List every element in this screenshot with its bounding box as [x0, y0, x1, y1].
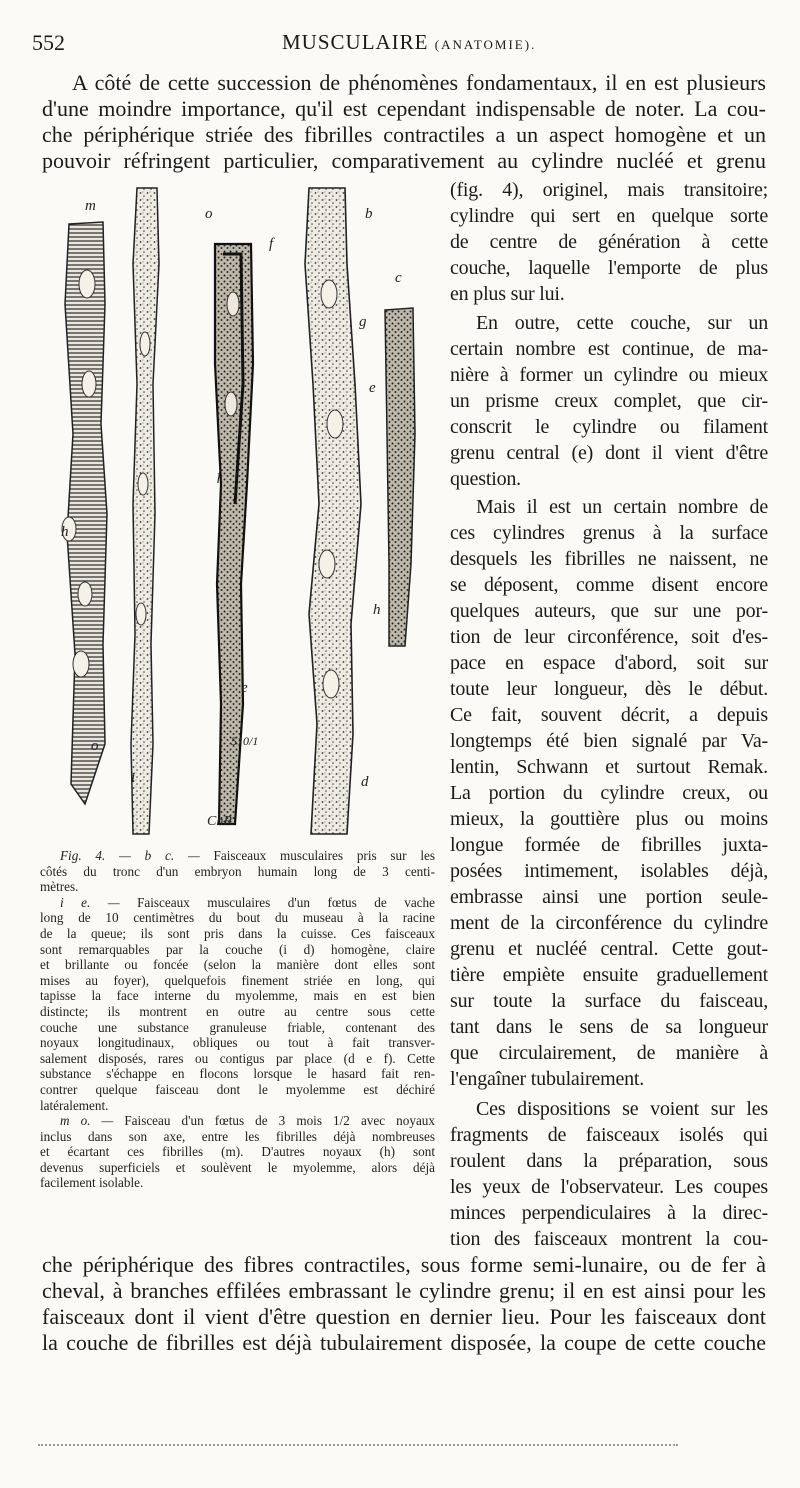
text-line: un prisme creux complet, que cir-	[450, 390, 768, 412]
text-line: que circulairement, de manière à	[450, 1042, 768, 1064]
text-line: ment de la circonférence du cylindre	[450, 912, 768, 934]
figure-label-o-top: o	[205, 206, 213, 222]
text-line: minces perpendiculaires à la direc-	[450, 1202, 768, 1224]
text-line: lentin, Schwann et surtout Remak.	[450, 756, 768, 778]
text-line: de centre de génération à cette	[450, 231, 768, 253]
figure-label-m: m	[85, 198, 96, 214]
caption-line: de la queue; ils sont pris dans la cuisse. Ces faisceaux	[40, 925, 435, 941]
text-line: en plus sur lui.	[450, 283, 565, 305]
text-line: l'engaîner tubulairement.	[450, 1068, 645, 1090]
figure-label-g: g	[359, 314, 367, 330]
figure-label-b: b	[365, 206, 373, 222]
caption-line: facilement isolable.	[40, 1175, 144, 1191]
text-line: faisceaux dont il vient d'être question en dernier lieu. Pour les faisceaux dont	[42, 1304, 766, 1329]
caption-line: substance s'échappe en flocons lorsque le hasard fait ren-	[40, 1066, 435, 1082]
text-line: se déposent, comme disent encore	[450, 574, 768, 596]
figure-muscle-fibers	[55, 184, 435, 839]
text-line: che périphérique des fibres contractiles, sous forme semi-lunaire, ou de fer à	[42, 1252, 766, 1277]
text-line: longtemps été bien signalé par Va-	[450, 730, 768, 752]
text-line: quelques auteurs, que sur une por-	[450, 600, 768, 622]
figure-label-c: c	[395, 270, 402, 286]
text-line: cheval, à branches effilées embrassant le cylindre grenu; il en est ainsi pour les	[42, 1278, 766, 1303]
text-line: question.	[450, 468, 521, 490]
caption-line: latéralement.	[40, 1097, 109, 1113]
text-line: couche, laquelle l'emporte de plus	[450, 257, 768, 279]
figure-label-i: i	[131, 770, 136, 786]
text-line: tant dans le sens de sa longueur	[450, 1016, 768, 1038]
caption-line: sont remarquables par la couche (i d) homogène, claire	[40, 941, 435, 957]
text-line: embrasse ainsi une portion seule-	[450, 886, 768, 908]
figure-label-o-bottom: o	[91, 738, 99, 754]
caption-line: noyaux longitudinaux, obliques ou tout à fait transver-	[40, 1035, 435, 1051]
engraver-signature: ChR.	[207, 814, 236, 829]
figure-caption	[40, 848, 435, 1191]
text-line: En outre, cette couche, sur un	[476, 312, 768, 334]
text-line: cylindre qui sert en quelque sorte	[450, 205, 768, 227]
caption-line: et écartant ces fibrilles (m). D'autres noyaux (h) sont	[40, 1144, 435, 1160]
text-line: mieux, la gouttière plus ou moins	[450, 808, 768, 830]
text-line: roulent dans la préparation, sous	[450, 1150, 768, 1172]
text-line: posées intimement, isolables déjà,	[450, 860, 768, 882]
text-line: longue formée de fibrilles juxta-	[450, 834, 768, 856]
text-line: tière empiète ensuite graduellement	[450, 964, 768, 986]
text-line: nière à former un cylindre ou mieux	[450, 364, 768, 386]
text-line: tion de leur circonférence, soit d'es-	[450, 626, 768, 648]
text-line: ces cylindres grenus à la surface	[450, 522, 768, 544]
caption-line: tapisse la face interne du myolemme, mais en est bien	[40, 988, 435, 1004]
text-line: les yeux de l'observateur. Les coupes	[450, 1176, 768, 1198]
text-line: che périphérique striée des fibrilles contractiles a un aspect homogène et un	[42, 122, 766, 147]
running-title	[282, 30, 536, 55]
caption-line: devenus superficiels et soulèvent le myolemme, alors déjà	[40, 1159, 435, 1175]
page-bottom-rule	[38, 1444, 678, 1446]
caption-line: Fig. 4. — b c. — Faisceaux musculaires pris sur les	[60, 848, 435, 863]
caption-line: inclus dans son axe, entre les fibrilles déjà nombreuses	[40, 1128, 435, 1144]
running-title-sub: (ANATOMIE).	[434, 37, 537, 52]
caption-line: couche une substance granuleuse friable, contenant des	[40, 1019, 435, 1035]
text-line: sur toute la surface du faisceau,	[450, 990, 768, 1012]
text-line: La portion du cylindre creux, ou	[450, 782, 768, 804]
caption-line: m o. — Faisceau d'un fœtus de 3 mois 1/2 avec noyaux	[60, 1113, 435, 1129]
text-line: certain nombre est continue, de ma-	[450, 338, 768, 360]
fiber-b	[131, 188, 159, 834]
caption-line: contrer quelque faisceau dont le myolemme est déchiré	[40, 1081, 435, 1097]
text-line: desquels les fibrilles ne naissent, ne	[450, 548, 768, 570]
text-line: (fig. 4), originel, mais transitoire;	[450, 179, 768, 201]
caption-line: salement disposés, rares ou contigus par place (d e f). Cette	[40, 1050, 435, 1066]
figure-label-d: d	[361, 774, 369, 790]
text-line: fragments de faisceaux isolés qui	[450, 1124, 768, 1146]
fiber-mo	[62, 222, 107, 804]
text-line: conscrit le cylindre ou filament	[450, 416, 768, 438]
caption-line: mètres.	[40, 879, 79, 895]
text-line: grenu central (e) dont il vient d'être	[450, 442, 768, 464]
page-number: 552	[32, 30, 65, 55]
caption-line: côtés du tronc d'un embryon humain long de 3 centi-	[40, 863, 435, 879]
figure-label-h-right: h	[373, 602, 381, 618]
caption-line: et brillante ou foncée (selon la manière dont elles sont	[40, 957, 435, 973]
text-line: Ces dispositions se voient sur les	[476, 1098, 768, 1120]
text-line: grenu et nucléé central. Cette gout-	[450, 938, 768, 960]
text-line: tion des faisceaux montrent la cou-	[450, 1228, 768, 1250]
figure-label-h-left: h	[61, 524, 69, 540]
text-line: Ce fait, souvent décrit, a depuis	[450, 704, 768, 726]
caption-line: mises au foyer), quelquefois finement striée en long, qui	[40, 972, 435, 988]
text-line: pace en espace d'abord, soit sur	[450, 652, 768, 674]
text-line: toute leur longueur, dès le début.	[450, 678, 768, 700]
running-title-main: MUSCULAIRE	[282, 30, 429, 54]
figure-label-e-right: e	[369, 380, 376, 396]
figure-label-e-mid: e	[241, 680, 248, 696]
figure-scale-label: 510/1	[231, 734, 259, 748]
text-line: d'une moindre importance, qu'il est cependant indispensable de noter. La cou-	[42, 96, 766, 121]
caption-line: i e. — Faisceaux musculaires d'un fœtus de vache	[60, 894, 435, 910]
figure-label-f-mid: f	[217, 468, 222, 484]
fiber-eh	[385, 308, 415, 646]
running-head	[32, 30, 770, 56]
caption-line: long de 10 centimètres du bout du museau à la racine	[40, 910, 435, 926]
text-line: pouvoir réfringent particulier, comparativement au cylindre nucléé et grenu	[42, 148, 766, 173]
text-line: Mais il est un certain nombre de	[476, 496, 768, 518]
fiber-gd	[305, 188, 361, 834]
caption-line: distincte; ils montrent en outre au centre sous cette	[40, 1003, 435, 1019]
text-line: la couche de fibrilles est déjà tubulairement disposée, la coupe de cette couche	[42, 1330, 766, 1355]
text-line: A côté de cette succession de phénomènes fondamentaux, il en est plusieurs	[72, 70, 766, 95]
figure-label-f-top: f	[269, 236, 274, 252]
